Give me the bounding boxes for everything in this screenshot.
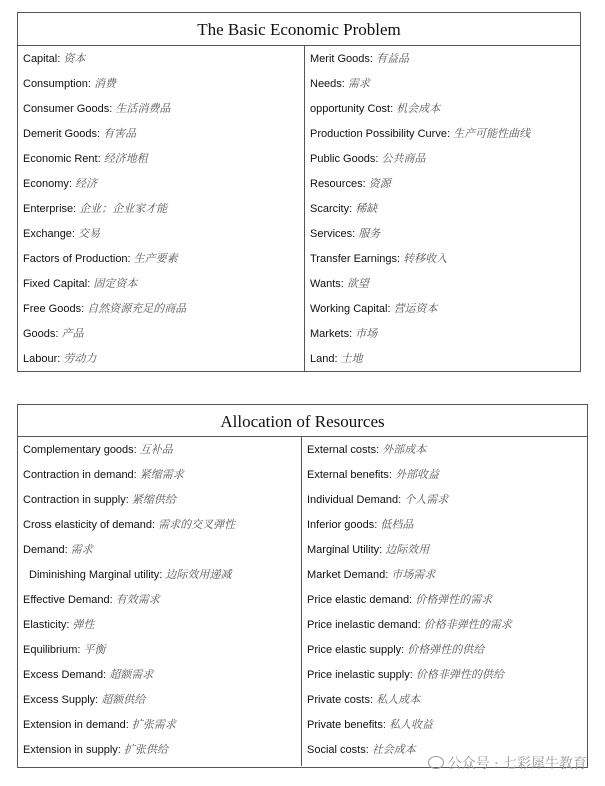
term-cn: 转移收入 bbox=[403, 253, 448, 265]
term-row bbox=[18, 250, 304, 275]
term-row bbox=[18, 200, 304, 225]
term-row bbox=[302, 641, 587, 666]
term-row bbox=[18, 716, 301, 741]
term-row bbox=[305, 350, 580, 375]
term-cn: 产品 bbox=[61, 328, 84, 340]
term-en: Economy: bbox=[23, 178, 72, 190]
term-en: Price elastic supply: bbox=[307, 644, 405, 656]
table-title: Allocation of Resources bbox=[18, 405, 587, 437]
term-en: Markets: bbox=[310, 328, 353, 340]
term-en: Economic Rent: bbox=[23, 153, 101, 165]
term-en: Market Demand: bbox=[307, 569, 389, 581]
term-cn: 弹性 bbox=[72, 619, 95, 631]
term-cn: 扩张需求 bbox=[131, 719, 176, 731]
term-row bbox=[305, 275, 580, 300]
term-row bbox=[305, 325, 580, 350]
term-cn: 营运资本 bbox=[393, 303, 438, 315]
term-cn: 劳动力 bbox=[63, 353, 97, 365]
term-cn: 边际效用 bbox=[385, 544, 430, 556]
term-row bbox=[18, 566, 301, 591]
term-cn: 需求 bbox=[347, 78, 370, 90]
term-row bbox=[305, 100, 580, 125]
term-row bbox=[18, 441, 301, 466]
term-cn: 私人成本 bbox=[376, 694, 421, 706]
term-row bbox=[302, 691, 587, 716]
term-cn: 消费 bbox=[93, 78, 116, 90]
term-cn: 扩张供给 bbox=[123, 744, 168, 756]
term-cn: 有害品 bbox=[103, 128, 137, 140]
term-cn: 服务 bbox=[358, 228, 381, 240]
term-row bbox=[18, 275, 304, 300]
term-row bbox=[18, 100, 304, 125]
term-row bbox=[305, 125, 580, 150]
term-cn: 外部成本 bbox=[382, 444, 427, 456]
term-row bbox=[18, 175, 304, 200]
term-en: Free Goods: bbox=[23, 303, 85, 315]
term-cn: 经济地租 bbox=[103, 153, 148, 165]
term-cn: 市场需求 bbox=[391, 569, 436, 581]
term-en: Fixed Capital: bbox=[23, 278, 91, 290]
term-row bbox=[18, 641, 301, 666]
term-en: opportunity Cost: bbox=[310, 103, 394, 115]
left-column bbox=[18, 46, 305, 371]
term-en: Price inelastic demand: bbox=[307, 619, 421, 631]
term-row bbox=[302, 491, 587, 516]
watermark-text: 公众号 · 七彩犀牛教育 bbox=[447, 756, 587, 772]
term-row bbox=[18, 75, 304, 100]
term-cn: 价格非弹性的需求 bbox=[423, 619, 512, 631]
term-cn: 价格弹性的供给 bbox=[407, 644, 485, 656]
term-row bbox=[18, 541, 301, 566]
term-row bbox=[18, 300, 304, 325]
term-cn: 公共商品 bbox=[381, 153, 426, 165]
term-cn: 交易 bbox=[78, 228, 101, 240]
term-row bbox=[305, 150, 580, 175]
term-row bbox=[305, 200, 580, 225]
term-en: Diminishing Marginal utility: bbox=[29, 569, 163, 581]
term-cn: 有效需求 bbox=[115, 594, 160, 606]
term-en: Scarcity: bbox=[310, 203, 353, 215]
term-row bbox=[18, 350, 304, 375]
term-cn: 生活消费品 bbox=[115, 103, 171, 115]
term-en: Price inelastic supply: bbox=[307, 669, 413, 681]
term-cn: 平衡 bbox=[83, 644, 106, 656]
term-cn: 稀缺 bbox=[355, 203, 378, 215]
term-en: Capital: bbox=[23, 53, 61, 65]
term-row bbox=[18, 50, 304, 75]
term-en: Equilibrium: bbox=[23, 644, 81, 656]
term-en: Demand: bbox=[23, 544, 68, 556]
right-column bbox=[305, 46, 580, 371]
term-cn: 自然资源充足的商品 bbox=[87, 303, 187, 315]
term-cn: 价格弹性的需求 bbox=[415, 594, 493, 606]
term-en: Enterprise: bbox=[23, 203, 77, 215]
term-cn: 土地 bbox=[340, 353, 363, 365]
allocation-of-resources-table bbox=[17, 404, 588, 768]
term-row bbox=[302, 541, 587, 566]
term-en: Cross elasticity of demand: bbox=[23, 519, 156, 531]
term-en: Individual Demand: bbox=[307, 494, 402, 506]
table-title: The Basic Economic Problem bbox=[18, 13, 580, 46]
term-en: Public Goods: bbox=[310, 153, 379, 165]
term-row bbox=[305, 75, 580, 100]
term-en: Labour: bbox=[23, 353, 61, 365]
term-en: Excess Demand: bbox=[23, 669, 107, 681]
term-en: Needs: bbox=[310, 78, 345, 90]
term-row bbox=[18, 491, 301, 516]
term-en: Price elastic demand: bbox=[307, 594, 413, 606]
term-row bbox=[18, 591, 301, 616]
term-cn: 边际效用递减 bbox=[165, 569, 232, 581]
term-row bbox=[302, 666, 587, 691]
term-row bbox=[305, 250, 580, 275]
term-en: Transfer Earnings: bbox=[310, 253, 401, 265]
term-en: Land: bbox=[310, 353, 338, 365]
term-row bbox=[18, 225, 304, 250]
term-cn: 紧缩需求 bbox=[139, 469, 184, 481]
term-cn: 市场 bbox=[355, 328, 378, 340]
term-cn: 欲望 bbox=[346, 278, 369, 290]
watermark bbox=[428, 753, 587, 773]
term-en: Excess Supply: bbox=[23, 694, 99, 706]
term-row bbox=[302, 716, 587, 741]
term-row bbox=[305, 300, 580, 325]
left-column bbox=[18, 437, 302, 766]
term-cn: 社会成本 bbox=[371, 744, 416, 756]
term-en: Demerit Goods: bbox=[23, 128, 101, 140]
term-en: Wants: bbox=[310, 278, 344, 290]
term-en: Contraction in demand: bbox=[23, 469, 137, 481]
term-en: Elasticity: bbox=[23, 619, 70, 631]
term-en: Merit Goods: bbox=[310, 53, 373, 65]
term-en: External benefits: bbox=[307, 469, 392, 481]
term-cn: 超额需求 bbox=[109, 669, 154, 681]
term-cn: 低档品 bbox=[380, 519, 414, 531]
term-cn: 需求的交叉弹性 bbox=[158, 519, 236, 531]
term-cn: 个人需求 bbox=[404, 494, 449, 506]
term-en: Private costs: bbox=[307, 694, 374, 706]
term-row bbox=[302, 566, 587, 591]
term-row bbox=[18, 691, 301, 716]
term-row bbox=[18, 325, 304, 350]
term-cn: 资源 bbox=[368, 178, 391, 190]
term-cn: 生产要素 bbox=[133, 253, 178, 265]
term-en: Extension in demand: bbox=[23, 719, 129, 731]
term-en: Exchange: bbox=[23, 228, 75, 240]
term-en: Factors of Production: bbox=[23, 253, 131, 265]
term-row bbox=[302, 441, 587, 466]
term-cn: 需求 bbox=[70, 544, 93, 556]
term-cn: 有益品 bbox=[376, 53, 410, 65]
term-row bbox=[18, 125, 304, 150]
term-en: Contraction in supply: bbox=[23, 494, 129, 506]
term-row bbox=[305, 225, 580, 250]
term-cn: 资本 bbox=[63, 53, 86, 65]
term-en: Working Capital: bbox=[310, 303, 391, 315]
term-cn: 生产可能性曲线 bbox=[453, 128, 531, 140]
term-row bbox=[305, 175, 580, 200]
term-en: Marginal Utility: bbox=[307, 544, 383, 556]
term-row bbox=[18, 150, 304, 175]
term-row bbox=[302, 616, 587, 641]
term-en: Goods: bbox=[23, 328, 59, 340]
term-row bbox=[18, 666, 301, 691]
term-cn: 机会成本 bbox=[396, 103, 441, 115]
wechat-icon bbox=[428, 756, 444, 769]
term-en: Private benefits: bbox=[307, 719, 386, 731]
term-en: Inferior goods: bbox=[307, 519, 378, 531]
term-row bbox=[18, 741, 301, 766]
term-en: Social costs: bbox=[307, 744, 369, 756]
term-row bbox=[18, 516, 301, 541]
term-en: Complementary goods: bbox=[23, 444, 137, 456]
term-cn: 超额供给 bbox=[101, 694, 146, 706]
term-en: Extension in supply: bbox=[23, 744, 121, 756]
right-column bbox=[302, 437, 587, 766]
term-en: Resources: bbox=[310, 178, 366, 190]
term-row bbox=[305, 50, 580, 75]
term-cn: 私人收益 bbox=[388, 719, 433, 731]
term-en: Consumer Goods: bbox=[23, 103, 113, 115]
term-cn: 互补品 bbox=[139, 444, 173, 456]
term-en: Consumption: bbox=[23, 78, 91, 90]
term-cn: 外部收益 bbox=[395, 469, 440, 481]
term-en: External costs: bbox=[307, 444, 380, 456]
term-row bbox=[302, 516, 587, 541]
term-row bbox=[302, 466, 587, 491]
term-row bbox=[302, 591, 587, 616]
term-row bbox=[18, 616, 301, 641]
term-cn: 固定资本 bbox=[93, 278, 138, 290]
basic-economic-problem-table bbox=[17, 12, 581, 372]
term-row bbox=[18, 466, 301, 491]
term-cn: 经济 bbox=[74, 178, 97, 190]
term-en: Effective Demand: bbox=[23, 594, 113, 606]
term-cn: 价格非弹性的供给 bbox=[415, 669, 504, 681]
term-en: Services: bbox=[310, 228, 356, 240]
term-cn: 企业；企业家才能 bbox=[79, 203, 168, 215]
term-cn: 紧缩供给 bbox=[131, 494, 176, 506]
term-en: Production Possibility Curve: bbox=[310, 128, 451, 140]
